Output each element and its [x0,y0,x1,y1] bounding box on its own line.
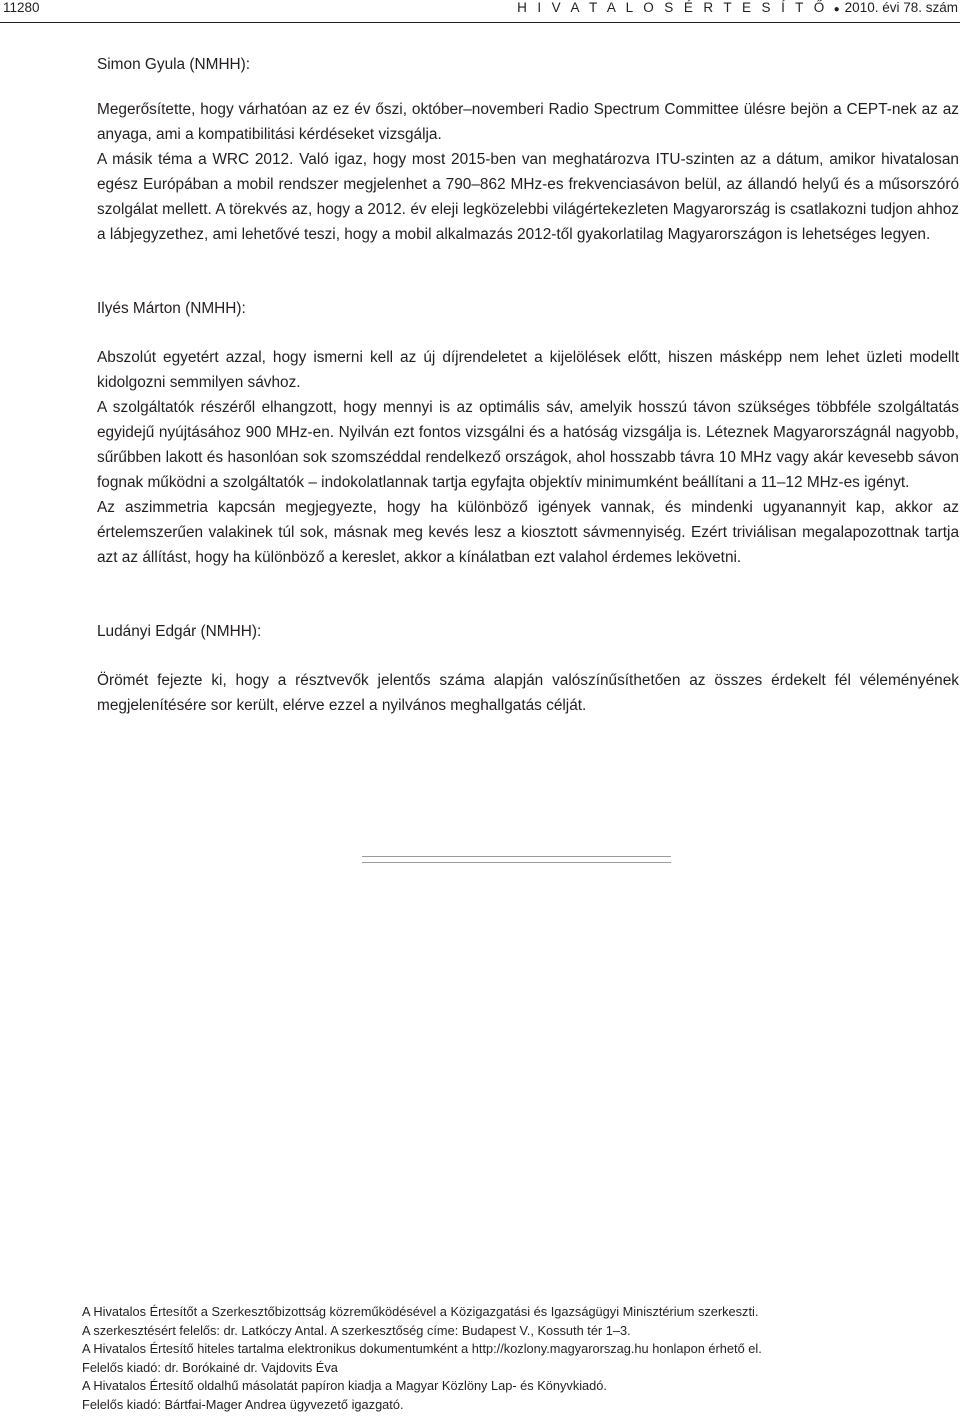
header-publication-info [517,0,958,18]
publication-title: H I V A T A L O S É R T E S Í T Ő [517,0,828,15]
end-divider [362,856,671,863]
paragraph: Abszolút egyetért azzal, hogy ismerni kell az új díjrendeletet a kijelölések előtt, hiszen másképp nem lehet üzleti modellt kidolgozni semmilyen sávhoz. [97,349,959,391]
page-header [0,0,960,23]
footer-line: A Hivatalos Értesítőt a Szerkesztőbizottság közreműködésével a Közigazgatási és Igazságügyi Minisztérium szerkeszti. [82,1304,759,1319]
speaker-name: Ilyés Márton (NMHH): [97,300,246,317]
footer-line: Felelős kiadó: Bártfai-Mager Andrea ügyvezető igazgató. [82,1396,404,1412]
separator-bullet: ● [833,4,840,15]
issue-label: 2010. évi 78. szám [844,0,958,15]
speaker-name: Simon Gyula (NMHH): [97,56,251,73]
footer-line: Felelős kiadó: dr. Borókainé dr. Vajdovits Éva [82,1359,338,1375]
speaker-section-ludanyi [97,619,959,718]
paragraph: Örömét fejezte ki, hogy a résztvevők jelentős száma alapján valószínűsíthetően az összes érdekelt fél véleményének megjelenítésére sor került, elérve ezzel a nyilvános meghallgatás célját. [97,672,959,714]
speaker-section-ilyes [97,296,959,570]
footer-line: A Hivatalos Értesítő oldalhű másolatát papíron kiadja a Magyar Közlöny Lap- és Könyvkiadó. [82,1378,607,1394]
paragraph: A másik téma a WRC 2012. Való igaz, hogy most 2015-ben van meghatározva ITU-szinten az a dátum, amikor hivatalosan egész Európában a mobil rendszer megjelenhet a 790–862 MHz-es frekvenciasávon belül, az állandó helyű és a műsorszóró szolgálat mellett. A törekvés az, hogy a 2012. év eleji legközelebbi világértekezleten Magyarország is csatlakozni tudjon ahhoz a lábjegyzethez, ami lehetővé teszi, hogy a mobil alkalmazás 2012-től gyakorlatilag Magyarországon is lehetséges legyen. [97,151,959,243]
speaker-section-simon [97,52,959,247]
footer-line: A szerkesztésért felelős: dr. Latkóczy Antal. A szerkesztőség címe: Budapest V., Kossuth tér 1–3. [82,1322,631,1338]
page-number: 11280 [3,0,40,15]
publication-footer [82,1303,942,1415]
paragraph: A szolgáltatók részéről elhangzott, hogy mennyi is az optimális sáv, amelyik hosszú távon szükséges többféle szolgáltatás egyidejű nyújtásához 900 MHz-en. Nyilván ezt fontos vizsgálni és a hatóság vizsgálja is. Léteznek Magyarországnál nagyobb, sűrűbben lakott és hasonlóan sok szomszéddal rendelkező országok, ahol hosszabb távra 10 MHz vagy akár kevesebb sávon fognak működni a szolgáltatók – indokolatlannak tartja egyfajta objektív minimumként beállítani a 11–12 MHz-es igényt. [97,399,959,491]
page-content [97,52,959,718]
speaker-name: Ludányi Edgár (NMHH): [97,623,262,640]
footer-line: A Hivatalos Értesítő hiteles tartalma elektronikus dokumentumként a http://kozlony.magyarorszag.hu honlapon érhető el. [82,1341,762,1357]
paragraph: Megerősítette, hogy várhatóan az ez év őszi, október–novemberi Radio Spectrum Committee ülésre bejön a CEPT-nek az az anyaga, ami a kompatibilitási kérdéseket vizsgálja. [97,101,959,143]
paragraph: Az aszimmetria kapcsán megjegyezte, hogy ha különböző igények vannak, és mindenki ugyanannyit kap, akkor az értelemszerűen valakinek túl sok, másnak meg kevés lesz a kiosztott sávmennyiség. Ezért triviálisan megalapozottnak tartja azt az állítást, hogy ha különböző a kereslet, akkor a kínálatban ezt valahol érdemes lekövetni. [97,499,959,566]
